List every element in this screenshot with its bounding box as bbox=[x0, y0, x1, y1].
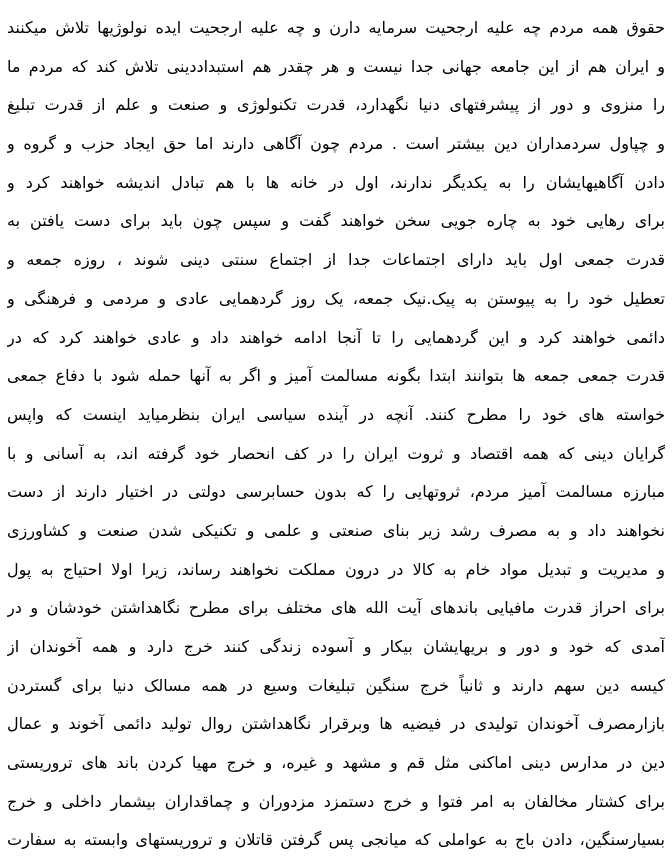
text-line-21: برای کشتار مخالفان به امر فتوا و خرج دستمزد مزدوران و چماقداران بیشمار داخلی و خرج bbox=[7, 791, 665, 811]
text-line-9: دائمی خواهند کرد و این گردهمایی را تا آنجا ادامه خواهند داد و عادی خواهند کرد که در bbox=[7, 327, 665, 347]
text-line-12: گرایان دینی که همه اقتصاد و ثروت ایران را در کف انحصار خود گرفته اند، به آسانی و با bbox=[7, 443, 665, 463]
text-line-15: و مدیریت و تبدیل مواد خام به کالا در درون مملکت نخواهند رساند، زیرا اولا احتیاج به پول bbox=[7, 559, 665, 579]
text-line-10: قدرت جمعی جمعه ها بتوانند ابتدا بگونه مسالمت آمیز و اگر به آنها حمله شود با دفاع جمعی bbox=[7, 366, 665, 386]
text-line-19: بازارمصرف آخوندان تولیدی در فیضیه ها وبرقرار نگاهداشتن روال تولید دائمی آخوند و عمال bbox=[7, 714, 665, 734]
text-line-7: قدرت جمعی اول باید دارای اجتماعات جدا از اجتماع سنتی دینی شوند ، روزه جمعه و bbox=[7, 250, 665, 270]
text-line-13: مبارزه مسالمت آمیز مردم، ثروتهایی را که بدون حسابرسی دولتی در اختیار دارند از دست bbox=[7, 482, 665, 502]
text-line-1: حقوق همه مردم چه علیه ارجحیت سرمایه دارن و چه علیه ارجحیت ایده نولوژیها تلاش میکنند bbox=[7, 18, 665, 37]
text-line-16: برای احراز قدرت مافیایی باندهای آیت الله های مختلف برای مطرح نگاهداشتن خودشان و در bbox=[7, 598, 665, 618]
text-line-20: دین در مدارس دینی اماکنی مثل قم و مشهد و غیره، و خرج مهیا کردن باند های تروریستی bbox=[7, 753, 665, 773]
text-line-6: برای رهایی خود به چاره جویی سخن خواهند گفت و سپس چون باید برای دست یافتن به bbox=[7, 211, 665, 231]
text-line-11: خواسته های خود را مطرح کنند. آنچه در آینده سیاسی ایران بنظرمیاید اینست که واپس bbox=[7, 404, 665, 424]
text-line-2: و ایران هم از این جامعه جهانی جدا نیست و هر چقدر هم استبداددینی تلاش کند که مردم ما bbox=[7, 56, 665, 76]
text-line-17: آمدی که خود و دور و بریهایشان بیکار و آسوده زندگی کنند خرج دارد و همه آخوندان از bbox=[7, 637, 665, 656]
text-line-8: تعطیل خود را به پیوستن به پیک.نیک جمعه، یک روز گردهمایی عادی و مردمی و فرهنگی و bbox=[7, 288, 665, 308]
text-line-5: دادن آگاهیهایشان را به یکدیگر ندارند، اول در خانه ها با هم تبادل اندیشه خواهند کرد و bbox=[7, 172, 665, 192]
text-line-14: نخواهند داد و به مصرف رشد زیر بنای صنعتی و علمی و تکنیکی شدن صنعت و کشاورزی bbox=[7, 520, 665, 540]
text-line-22: بسیارسنگین، دادن باج به عواملی که میانجی پس گرفتن قاتلان و تروریستهای وابسته به سفارت bbox=[7, 830, 665, 850]
text-line-18: کیسه دین سهم دارند و ثانیاً خرج سنگین تبلیغات وسیع در همه مسالک دنیا برای گستردن bbox=[7, 675, 665, 695]
text-line-4: و چپاول سردمداران دین بیشتر است . مردم چون آگاهی دارند اما حق ایجاد حزب و گروه و bbox=[7, 134, 665, 154]
text-line-3: را منزوی و دور از پیشرفتهای دنیا نگهدارد، قدرت تکنولوژی و صنعت و علم از قدرت تبلیغ bbox=[7, 95, 665, 115]
